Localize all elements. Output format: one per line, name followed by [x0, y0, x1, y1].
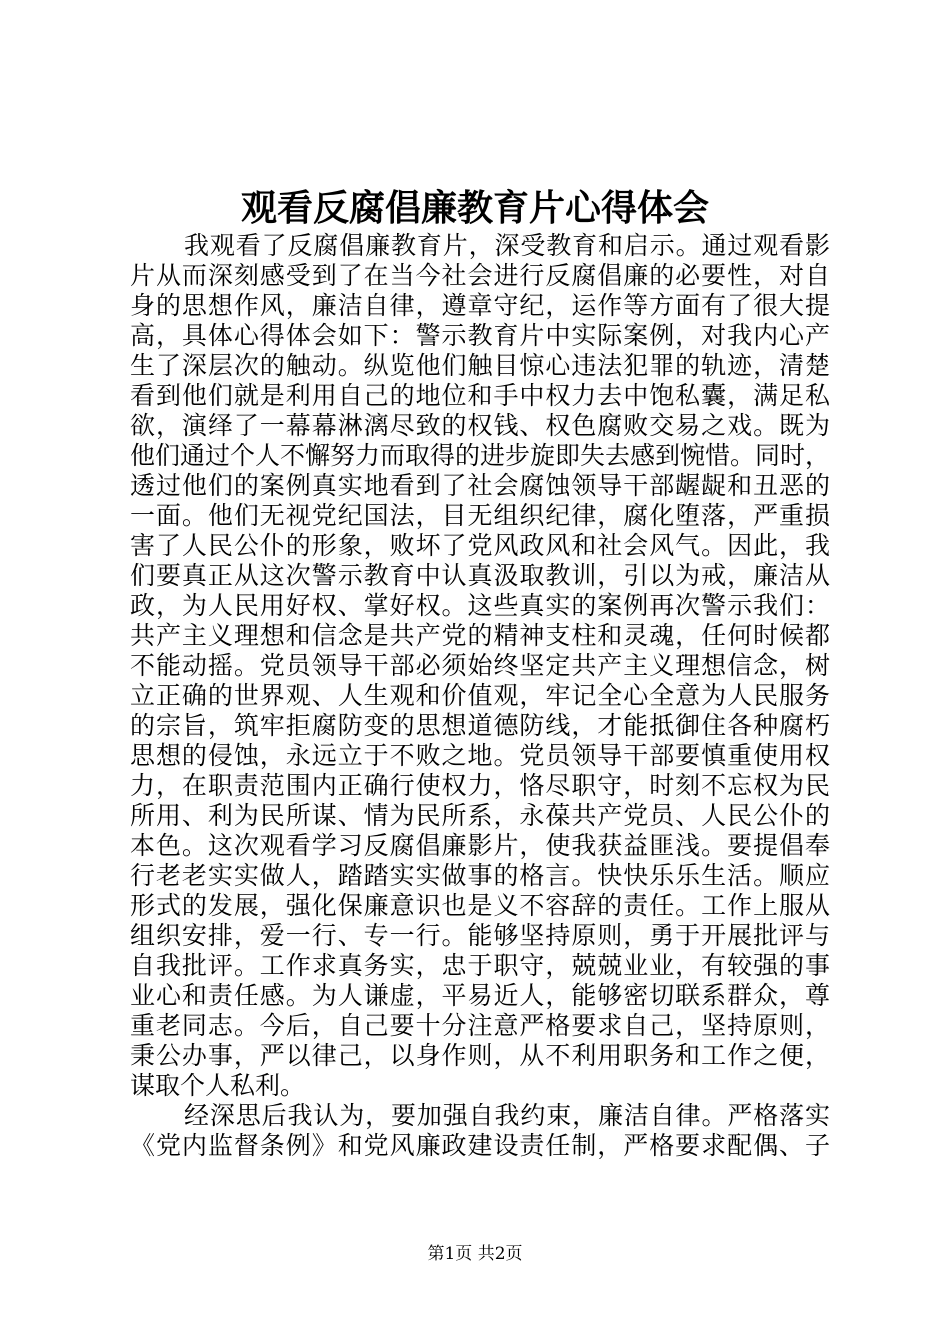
- paragraph-line: 经深思后我认为，要加强自我约束，廉洁自律。严格落实: [184, 1101, 830, 1130]
- paragraph-line: 思想的侵蚀，永远立于不败之地。党员领导干部要慎重使用权: [130, 741, 830, 770]
- paragraph-line: 生了深层次的触动。纵览他们触目惊心违法犯罪的轨迹，清楚: [130, 351, 830, 380]
- paragraph-line: 透过他们的案例真实地看到了社会腐蚀领导干部龌龊和丑恶的: [130, 471, 830, 500]
- paragraph-line: 高，具体心得体会如下：警示教育片中实际案例，对我内心产: [130, 321, 830, 350]
- paragraph-line: 害了人民公仆的形象，败坏了党风政风和社会风气。因此，我: [130, 531, 830, 560]
- paragraph-line: 谋取个人私利。: [130, 1071, 306, 1100]
- document-body: [130, 231, 830, 1161]
- paragraph-line: 不能动摇。党员领导干部必须始终坚定共产主义理想信念，树: [130, 651, 830, 680]
- paragraph-line: 共产主义理想和信念是共产党的精神支柱和灵魂，任何时候都: [130, 621, 830, 650]
- paragraph-line: 他们通过个人不懈努力而取得的进步旋即失去感到惋惜。同时，: [130, 441, 831, 470]
- paragraph-line: 片从而深刻感受到了在当今社会进行反腐倡廉的必要性，对自: [130, 261, 830, 290]
- paragraph-line: 行老老实实做人，踏踏实实做事的格言。快快乐乐生活。顺应: [130, 861, 830, 890]
- paragraph-line: 我观看了反腐倡廉教育片，深受教育和启示。通过观看影: [184, 231, 830, 260]
- paragraph-line: 重老同志。今后，自己要十分注意严格要求自己，坚持原则，: [130, 1011, 830, 1040]
- paragraph-line: 政，为人民用好权、掌好权。这些真实的案例再次警示我们：: [130, 591, 830, 620]
- paragraph-line: 一面。他们无视党纪国法，目无组织纪律，腐化堕落，严重损: [130, 501, 830, 530]
- paragraph-line: 《党内监督条例》和党风廉政建设责任制，严格要求配偶、子: [130, 1131, 830, 1160]
- paragraph-line: 业心和责任感。为人谦虚，平易近人，能够密切联系群众，尊: [130, 981, 830, 1010]
- paragraph-line: 身的思想作风，廉洁自律，遵章守纪，运作等方面有了很大提: [130, 291, 830, 320]
- paragraph-line: 自我批评。工作求真务实，忠于职守，兢兢业业，有较强的事: [130, 951, 830, 980]
- paragraph-line: 形式的发展，强化保廉意识也是义不容辞的责任。工作上服从: [130, 891, 830, 920]
- paragraph-line: 力，在职责范围内正确行使权力，恪尽职守，时刻不忘权为民: [130, 771, 830, 800]
- paragraph-line: 们要真正从这次警示教育中认真汲取教训，引以为戒，廉洁从: [130, 561, 830, 590]
- document-title: 观看反腐倡廉教育片心得体会: [240, 187, 709, 229]
- paragraph-line: 立正确的世界观、人生观和价值观，牢记全心全意为人民服务: [130, 681, 830, 710]
- paragraph-line: 组织安排，爱一行、专一行。能够坚持原则，勇于开展批评与: [130, 921, 830, 950]
- paragraph-line: 本色。这次观看学习反腐倡廉影片，使我获益匪浅。要提倡奉: [130, 831, 830, 860]
- paragraph-line: 所用、利为民所谋、情为民所系，永葆共产党员、人民公仆的: [130, 801, 830, 830]
- paragraph-line: 的宗旨，筑牢拒腐防变的思想道德防线，才能抵御住各种腐朽: [130, 711, 830, 740]
- paragraph-line: 看到他们就是利用自己的地位和手中权力去中饱私囊，满足私: [130, 381, 830, 410]
- page-number-footer: 第1页 共2页: [427, 1244, 523, 1264]
- paragraph-line: 秉公办事，严以律己，以身作则，从不利用职务和工作之便，: [130, 1041, 830, 1070]
- paragraph-line: 欲，演绎了一幕幕淋漓尽致的权钱、权色腐败交易之戏。既为: [130, 411, 830, 440]
